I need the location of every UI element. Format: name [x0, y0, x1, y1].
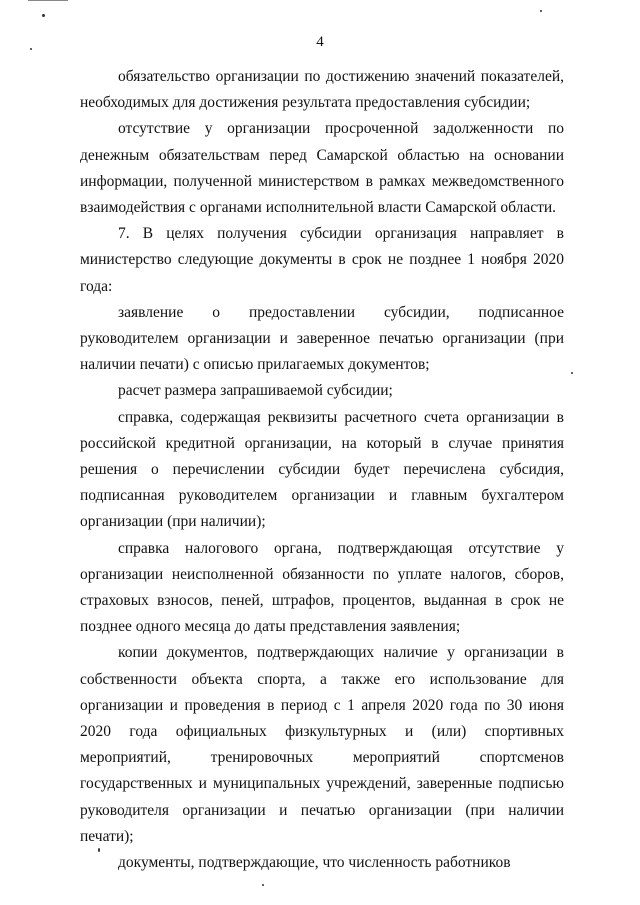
page-number: 4 [316, 34, 324, 50]
paragraph-application: заявление о предоставлении субсидии, подписанное руководителем организации и заверенное печатью организации (при наличии печати) с описью прилагаемых документов; [80, 303, 564, 374]
document-body [80, 64, 564, 876]
paragraph-tax-certificate: справка налогового органа, подтверждающая отсутствие у организации неисполненной обязанности по уплате налогов, сборов, страховых взносов, пеней, штрафов, процентов, выданная в срок не позднее одного месяца до даты представления заявления; [80, 539, 564, 636]
scan-speck [571, 372, 573, 374]
paragraph-ownership-copies: копии документов, подтверждающих наличие у организации в собственности объекта спорта, а также его использование для организации и проведения в период с 1 апреля 2020 года по 30 июня 2020 года официальных физкультурных и (или) спортивных мероприятий, тренировочных мероприятий спортсменов государственных и муниципальных учреждений, заверенные подписью руководителя организации и печатью организации (при наличии печати); [80, 644, 564, 845]
paragraph-obligation: обязательство организации по достижению значений показателей, необходимых для достижения результата предоставления субсидии; [80, 68, 564, 112]
scan-edge-mark [28, 0, 68, 1]
paragraph-no-debt: отсутствие у организации просроченной задолженности по денежным обязательствам перед Самарской областью на основании информации, полученной министерством в рамках межведомственного взаимодействия с органами исполнительной власти Самарской области. [80, 120, 564, 217]
scan-speck [540, 10, 542, 12]
scan-speck [262, 884, 264, 886]
paragraph-staff-documents: документы, подтверждающие, что численность работников [118, 854, 511, 872]
paragraph-bank-certificate: справка, содержащая реквизиты расчетного счета организации в российской кредитной организации, на который в случае принятия решения о перечислении субсидии будет перечислена субсидия, подписанная руководителем организации и главным бухгалтером организации (при наличии); [80, 408, 564, 531]
paragraph-item-7: 7. В целях получения субсидии организация направляет в министерство следующие документы в срок не позднее 1 ноября 2020 года: [80, 225, 564, 295]
paragraph-calculation: расчет размера запрашиваемой субсидии; [118, 382, 393, 400]
scan-speck [42, 14, 45, 17]
